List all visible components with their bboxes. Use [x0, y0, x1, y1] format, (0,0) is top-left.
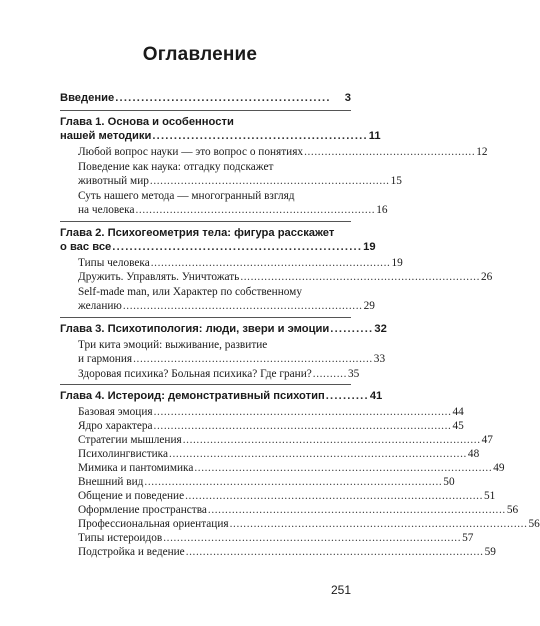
- toc-section: [78, 462, 505, 476]
- toc-section: [78, 518, 540, 532]
- toc-page-number: 16: [376, 203, 388, 216]
- leader-dots: .......................................................................................: [194, 462, 493, 474]
- toc-section: [78, 532, 474, 546]
- toc-entry-title: Типы человека: [78, 257, 150, 269]
- toc-page-number: 15: [390, 174, 402, 187]
- section-divider: [60, 110, 351, 111]
- toc-chapter-3: [60, 322, 387, 336]
- toc-page-number: 56: [506, 504, 519, 516]
- toc-entry-title: о вас все: [60, 241, 112, 253]
- toc-entry-title: Оформление пространства: [78, 504, 207, 516]
- leader-dots: ......................................................................: [122, 299, 363, 312]
- toc-entry-title: животный мир: [78, 174, 149, 187]
- leader-dots: ..................................................: [152, 130, 368, 142]
- toc-section: [78, 406, 464, 420]
- toc-section: [78, 434, 493, 448]
- toc-page-number: 11: [368, 130, 381, 142]
- toc-entry-title: нашей методики: [60, 130, 152, 142]
- toc-entry-title: Глава 3. Психотипология: люди, звери и эмоции: [60, 323, 330, 335]
- leader-dots: .......................................................................................: [163, 532, 462, 544]
- toc-entry-title: Общение и поведение: [78, 490, 185, 502]
- section-divider: [60, 317, 351, 318]
- toc-page-number: 51: [484, 490, 496, 502]
- toc-chapter-2: [60, 226, 376, 254]
- section-divider: [60, 221, 351, 222]
- toc-page-number: 47: [481, 434, 493, 446]
- toc-page-number: 26: [481, 271, 493, 283]
- leader-dots: .......................................................................................: [207, 504, 506, 516]
- toc-entry-title-line: Три кита эмоций: выживание, развитие: [78, 339, 268, 351]
- toc-entry-title-line: Глава 1. Основа и особенности: [60, 116, 234, 128]
- toc-section: [78, 286, 375, 313]
- leader-dots: ......................................................................: [133, 352, 373, 365]
- leader-dots: ..........................................................: [112, 241, 363, 253]
- toc-page-number: 45: [452, 420, 464, 432]
- leader-dots: .......................................................................................: [185, 546, 484, 558]
- leader-dots: ..................................................: [115, 92, 331, 104]
- leader-dots: .......................................................................................: [185, 490, 484, 502]
- leader-dots: ......................................................................: [150, 257, 391, 269]
- toc-section: [78, 448, 480, 462]
- toc-entry-title: Мимика и пантомимика: [78, 462, 194, 474]
- toc-section: [78, 257, 403, 271]
- toc-entry-title-line: Суть нашего метода — многогранный взгляд: [78, 190, 295, 202]
- leader-dots: ..................................................: [304, 146, 476, 158]
- toc-page-number: 59: [484, 546, 496, 558]
- leader-dots: .......................................................................................: [229, 518, 528, 530]
- toc-entry-intro: [60, 91, 351, 105]
- toc-chapter-4: [60, 389, 383, 403]
- toc-section: [78, 146, 488, 160]
- toc-entry-title-line: Поведение как наука: отгадку подскажет: [78, 161, 274, 173]
- leader-dots: .......................................................................................: [169, 448, 467, 460]
- leader-dots: .......................................................................................: [153, 420, 452, 432]
- toc-page-number: 41: [369, 390, 383, 402]
- toc-section: [78, 420, 464, 434]
- toc-entry-title: Глава 4. Истероид: демонстративный психотип: [60, 390, 325, 402]
- toc-page-number: 50: [443, 476, 455, 488]
- section-divider: [60, 384, 351, 385]
- leader-dots: .......................................................................................: [144, 476, 443, 488]
- toc-page-number: 44: [452, 406, 464, 418]
- toc-page-number: 19: [391, 257, 403, 269]
- toc-section: [78, 368, 360, 382]
- toc-entry-title: Профессиональная ориентация: [78, 518, 229, 530]
- toc-page-number: 57: [462, 532, 474, 544]
- leader-dots: ......................................................................: [135, 203, 376, 216]
- page-number: 251: [330, 583, 351, 597]
- page-title: Оглавление: [142, 44, 258, 65]
- toc-entry-title: Стратегии мышления: [78, 434, 182, 446]
- toc-page-number: 19: [363, 241, 376, 253]
- toc-page-number: 3: [344, 92, 351, 104]
- toc-entry-title-line: Self-made man, или Характер по собственному: [78, 286, 302, 298]
- toc-section: [78, 476, 455, 490]
- toc-section: [78, 504, 519, 518]
- toc-section: [78, 271, 493, 285]
- toc-page-number: 56: [528, 518, 540, 530]
- toc-entry-title: Любой вопрос науки — это вопрос о понятиях: [78, 146, 304, 158]
- toc-entry-title-line: Глава 2. Психогеометрия тела: фигура расскажет: [60, 227, 335, 239]
- toc-chapter-1: [60, 115, 381, 143]
- toc-entry-title: Здоровая психика? Больная психика? Где грани?: [78, 368, 312, 380]
- leader-dots: ......................................................................: [149, 174, 390, 187]
- leader-dots: ......................................................................: [240, 271, 481, 283]
- leader-dots: ..........: [312, 368, 348, 380]
- toc-section: [78, 190, 388, 217]
- toc-entry-title: Ядро характера: [78, 420, 153, 432]
- toc-entry-title: Подстройка и ведение: [78, 546, 185, 558]
- toc-page-number: 32: [374, 323, 387, 335]
- toc-page-number: 49: [493, 462, 505, 474]
- toc-page-number: 35: [348, 368, 360, 380]
- toc-page-number: 48: [467, 448, 480, 460]
- toc-section: [78, 161, 402, 188]
- toc-entry-title: Типы истероидов: [78, 532, 163, 544]
- leader-dots: .......................................................................................: [153, 406, 452, 418]
- toc-entry-title: Введение: [60, 92, 115, 104]
- toc-page-number: 33: [373, 352, 386, 365]
- toc-section: [78, 490, 496, 504]
- toc-page-number: 29: [363, 299, 375, 312]
- toc-entry-title: Психолингвистика: [78, 448, 169, 460]
- toc-entry-title: Внешний вид: [78, 476, 144, 488]
- toc-entry-title: Базовая эмоция: [78, 406, 153, 418]
- toc-section: [78, 339, 386, 366]
- toc-entry-title: желанию: [78, 299, 122, 312]
- leader-dots: ..........: [330, 323, 374, 335]
- toc-page-number: 12: [476, 146, 488, 158]
- leader-dots: ..........: [325, 390, 369, 402]
- toc-entry-title: на человека: [78, 203, 135, 216]
- leader-dots: .......................................................................................: [182, 434, 481, 446]
- toc-entry-title: и гармония: [78, 352, 133, 365]
- toc-entry-title: Дружить. Управлять. Уничтожать: [78, 271, 240, 283]
- toc-section: [78, 546, 496, 560]
